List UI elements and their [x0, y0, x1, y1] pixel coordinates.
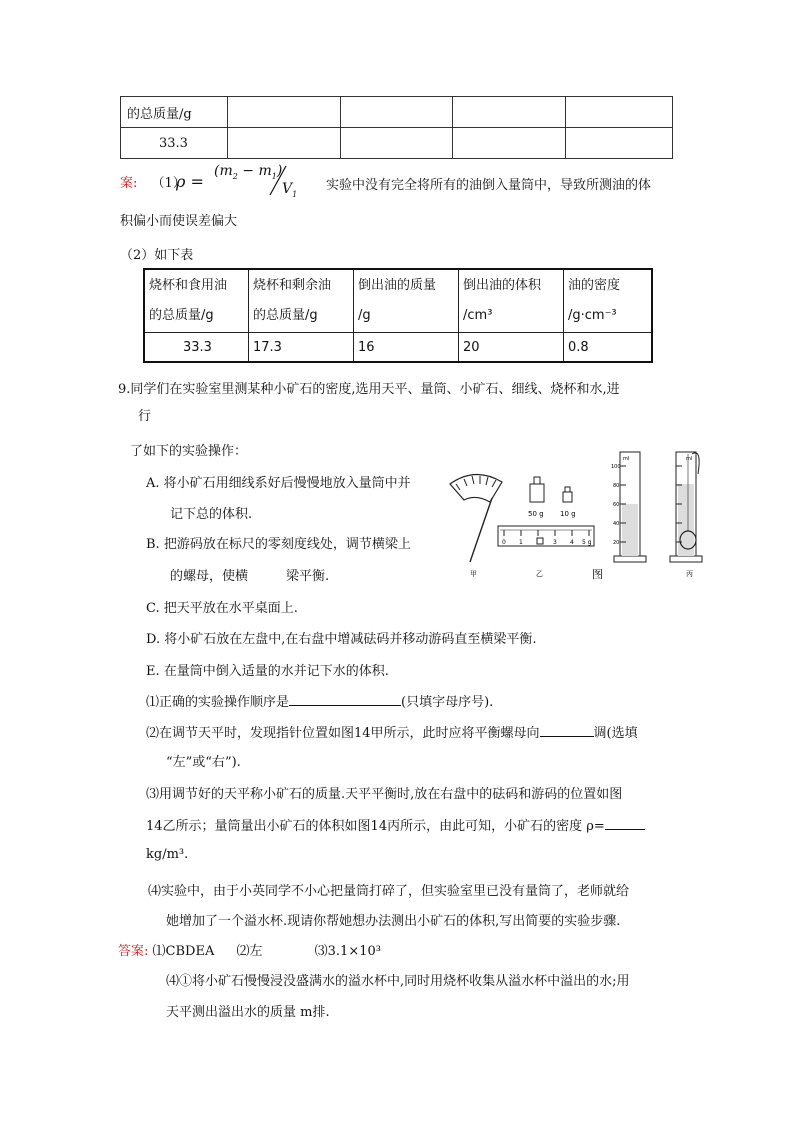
table-cell: [566, 97, 673, 128]
header-cell: 烧杯和剩余油 的总质量/g: [249, 269, 354, 333]
figure-label: 乙: [536, 570, 543, 578]
table-row: [121, 128, 673, 159]
step-c: C. 把天平放在水平桌面上.: [146, 601, 298, 616]
header-cell: 倒出油的质量 /g: [354, 269, 459, 333]
table-cell: [227, 128, 340, 159]
q9-intro-cont: 行: [138, 409, 152, 424]
svg-text:60: 60: [613, 502, 620, 508]
q2: ⑵在调节天平时，发现指针位置如图14甲所示，此时应将平衡螺母向 调(选填: [146, 722, 638, 741]
svg-text:3: 3: [553, 539, 557, 546]
pointer-scale-diagram: [450, 474, 502, 562]
table-cell: [453, 128, 566, 159]
table-header-row: [144, 269, 652, 333]
table-cell: 33.3: [121, 128, 228, 159]
svg-text:1: 1: [519, 539, 523, 546]
q4: ⑷实验中，由于小英同学不小心把量筒打碎了，但实验室里已没有量筒了，老师就给: [148, 884, 630, 899]
table-cell: 的总质量/g: [121, 97, 228, 128]
measuring-cylinder-2: [670, 452, 702, 562]
answer-label: 案:: [120, 176, 138, 191]
figure-label: 甲: [470, 570, 477, 578]
value-cell: 16: [354, 333, 459, 363]
table-cell: [227, 97, 340, 128]
q3-cont: 14乙所示；量筒量出小矿石的体积如图14丙所示，由此可知，小矿石的密度 ρ=: [146, 815, 645, 834]
table-cell: [340, 128, 453, 159]
step-e: E. 在量筒中倒入适量的水并记下水的体积.: [146, 664, 389, 679]
q1: ⑴正确的实验操作顺序是 (只填字母序号).: [146, 691, 493, 710]
table-cell: [566, 128, 673, 159]
answer-blank: [540, 723, 594, 737]
part-number: （1）: [151, 176, 186, 191]
value-cell: 17.3: [249, 333, 354, 363]
table-row: [144, 333, 652, 363]
q3: ⑶用调节好的天平称小矿石的质量.天平平衡时,放在右盘中的砝码和游码的位置如图: [146, 787, 623, 802]
weight-50g: [530, 477, 544, 502]
answer9-line1: 答案: ⑴CBDEA ⑵左 ⑶3.1×10³: [118, 944, 381, 959]
q9-intro-cont2: 了如下的实验操作：: [130, 444, 248, 459]
answer8-part2: （2）如下表: [120, 248, 194, 263]
table-cell: [453, 97, 566, 128]
balance-ruler: [498, 526, 594, 546]
figure-label: 丙: [686, 570, 693, 578]
answer-blank: [605, 816, 645, 830]
step-d: D. 将小矿石放在左盘中,在右盘中增减砝码并移动游码直至横梁平衡.: [146, 632, 537, 647]
svg-text:20: 20: [613, 540, 620, 546]
svg-text:40: 40: [613, 521, 620, 527]
svg-text:80: 80: [613, 483, 620, 489]
value-cell: 0.8: [564, 333, 653, 363]
svg-text:100: 100: [611, 464, 621, 470]
svg-text:5 g: 5 g: [582, 539, 592, 546]
answer9-step-cont: 天平测出溢出水的质量 m排.: [166, 1005, 330, 1020]
svg-text:ml: ml: [686, 456, 693, 462]
q2-cont: “左”或“右”).: [166, 755, 241, 770]
svg-text:ml: ml: [623, 456, 630, 462]
figure-14: [440, 444, 740, 580]
header-cell: 油的密度 /g·cm⁻³: [564, 269, 653, 333]
table-cell: [340, 97, 453, 128]
svg-text:0: 0: [502, 539, 506, 546]
q9-intro: 9.同学们在实验室里测某种小矿石的密度,选用天平、量筒、小矿石、细线、烧杯和水,进: [118, 382, 620, 397]
step-a: A. 将小矿石用细线系好后慢慢地放入量筒中并: [146, 476, 411, 491]
weight-label: 50 g: [528, 510, 544, 518]
density-formula: ρ = $(m_2 - m_1)$ $V_1$: [176, 163, 298, 199]
table-row: [121, 97, 673, 128]
step-b-cont: 的螺母，使横 梁平衡.: [170, 569, 330, 584]
step-b: B. 把游码放在标尺的零刻度线处，调节横梁上: [146, 537, 411, 552]
answer-blank: [289, 692, 401, 706]
value-cell: 33.3: [144, 333, 249, 363]
figure-label: 图: [592, 568, 603, 580]
value-cell: 20: [459, 333, 564, 363]
top-table: [120, 96, 673, 159]
svg-text:4: 4: [570, 539, 574, 546]
q3-unit: kg/m³.: [146, 847, 189, 862]
weight-label: 10 g: [560, 510, 576, 518]
measuring-cylinder-1: [611, 452, 646, 562]
answer8-text: 实验中没有完全将所有的油倒入量筒中，导致所测油的体: [326, 178, 652, 193]
q4-cont: 她增加了一个溢水杯.现请你帮她想办法测出小矿石的体积,写出简要的实验步骤.: [166, 914, 621, 929]
weight-10g: [563, 487, 572, 502]
header-cell: 烧杯和食用油 的总质量/g: [144, 269, 249, 333]
answer8-text2: 积偏小而使误差偏大: [120, 214, 238, 229]
answer-table: [143, 268, 653, 363]
header-cell: 倒出油的体积 /cm³: [459, 269, 564, 333]
step-a-cont: 记下总的体积.: [170, 507, 253, 522]
answer9-step: ⑷①将小矿石慢慢浸没盛满水的溢水杯中,同时用烧杯收集从溢水杯中溢出的水;用: [166, 974, 630, 989]
answer-label: 答案:: [118, 944, 149, 959]
